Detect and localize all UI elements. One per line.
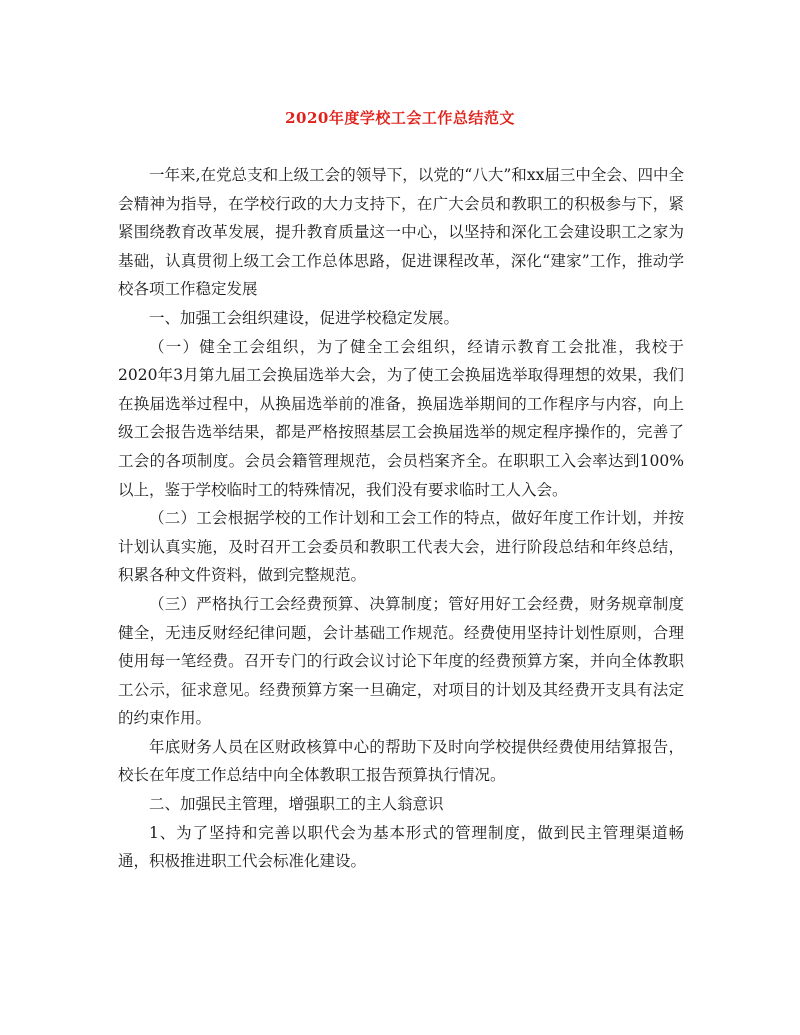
- paragraph-year-end-finance: 年底财务人员在区财政核算中心的帮助下及时向学校提供经费使用结算报告，校长在年度工作总结中向全体教职工报告预算执行情况。: [118, 737, 684, 785]
- paragraph-union-organization: （一）健全工会组织，为了健全工会组织，经请示教育工会批准，我校于2020年3月第九届工会换届选举大会，为了使工会换届选举取得理想的效果，我们在换届选举过程中，从换届选举前的准备，换届选举期间的工作程序与内容，向上级工会报告选举结果，都是严格按照基层工会换届选举的规定程序操作的，完善了工会的各项制度。会员会籍管理规范，会员档案齐全。在职职工入会率达到100%以上，鉴于学校临时工的特殊情况，我们没有要求临时工人入会。: [118, 337, 684, 499]
- section-heading-1: 一、加强工会组织建设，促进学校稳定发展。: [149, 308, 460, 327]
- document-title: 2020年度学校工会工作总结范文: [285, 109, 515, 127]
- paragraph-intro: 一年来,在党总支和上级工会的领导下，以党的“八大”和xx届三中全会、四中全会精神为指导，在学校行政的大力支持下，在广大会员和教职工的积极参与下，紧紧围绕教育改革发展，提升教育质量这一中心，以坚持和深化工会建设职工之家为基础，认真贯彻上级工会工作总体思路，促进课程改革，深化“建家”工作，推动学校各项工作稳定发展: [118, 166, 684, 299]
- section-heading-2: 二、加强民主管理，增强职工的主人翁意识: [149, 795, 444, 814]
- paragraph-democratic-management: 1、为了坚持和完善以职代会为基本形式的管理制度，做到民主管理渠道畅通，积极推进职工代会标准化建设。: [118, 823, 684, 871]
- document-body: [118, 161, 684, 876]
- paragraph-work-plan: （二）工会根据学校的工作计划和工会工作的特点，做好年度工作计划，并按计划认真实施，及时召开工会委员和教职工代表大会，进行阶段总结和年终总结，积累各种文件资料，做到完整规范。: [118, 509, 684, 585]
- paragraph-budget-system: （三）严格执行工会经费预算、决算制度；管好用好工会经费，财务规章制度健全，无违反财经纪律问题，会计基础工作规范。经费使用坚持计划性原则，合理使用每一笔经费。召开专门的行政会议讨论下年度的经费预算方案，并向全体教职工公示，征求意见。经费预算方案一旦确定，对项目的计划及其经费开支具有法定的约束作用。: [118, 594, 684, 728]
